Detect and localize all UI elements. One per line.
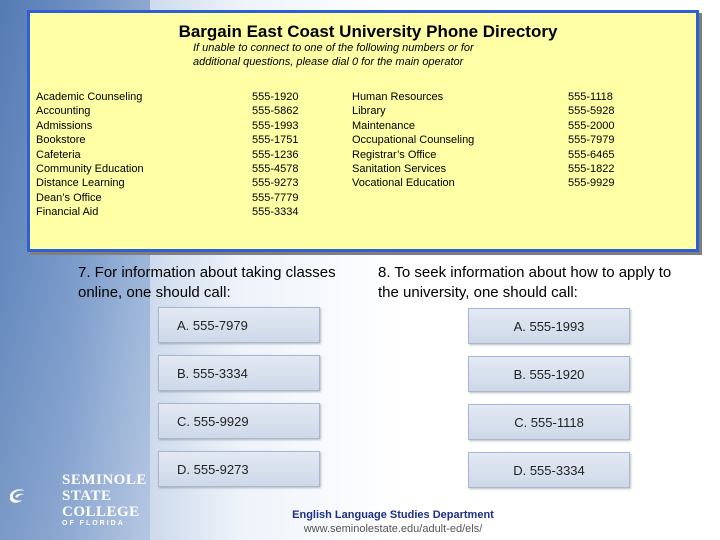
phone-number: 555-9273	[252, 177, 299, 190]
phone-number: 555-1920	[252, 91, 299, 103]
phone-number: 555-1751	[252, 134, 299, 147]
footer-url-link[interactable]: www.seminolestate.edu/adult-ed/els/	[303, 523, 483, 535]
phone-number: 555-1993	[252, 119, 299, 132]
left-department-list	[36, 90, 144, 220]
department-name: Distance Learning	[36, 177, 125, 190]
q8-answer-c-button[interactable]: C. 555-1118	[468, 404, 630, 440]
left-number-list	[252, 90, 299, 220]
department-name: Human Resources	[352, 91, 444, 103]
department-name: Financial Aid	[36, 206, 99, 219]
right-number-list	[568, 90, 615, 191]
department-name: Vocational Education	[352, 177, 455, 190]
phone-directory-panel	[27, 10, 699, 252]
logo-line-2: STATE	[62, 488, 112, 504]
question-7-text: 7. For information about taking classes online, one should call:	[78, 264, 336, 301]
footer-department: English Language Studies Department	[292, 509, 494, 521]
department-name: Accounting	[36, 105, 91, 118]
q7-answer-b-button[interactable]: B. 555-3334	[158, 355, 320, 391]
phone-number: 555-7979	[568, 134, 615, 147]
logo-line-1: SEMINOLE	[62, 472, 147, 488]
phone-number: 555-5928	[568, 105, 615, 118]
phone-number: 555-5862	[252, 105, 299, 118]
directory-title: Bargain East Coast University Phone Directory	[178, 22, 558, 41]
q7-answer-c-button[interactable]: C. 555-9929	[158, 403, 320, 439]
logo-subtitle: OF FLORIDA	[62, 520, 125, 527]
phone-number: 555-1236	[252, 148, 299, 161]
department-name: Dean’s Office	[36, 191, 102, 204]
q8-answer-d-button[interactable]: D. 555-3334	[468, 452, 630, 488]
directory-subtitle	[193, 41, 593, 69]
q8-answer-a-button[interactable]: A. 555-1993	[468, 308, 630, 344]
department-name: Maintenance	[352, 119, 415, 132]
department-name: Registrar’s Office	[352, 148, 437, 161]
department-name: Bookstore	[36, 134, 86, 147]
department-name: Community Education	[36, 163, 144, 176]
directory-subtitle-line-2: additional questions, please dial 0 for the main operator	[193, 56, 464, 68]
department-name: Library	[352, 105, 386, 118]
q7-answer-d-button[interactable]: D. 555-9273	[158, 451, 320, 487]
phone-number: 555-1822	[568, 163, 615, 176]
phone-number: 555-2000	[568, 119, 615, 132]
question-8-text: 8. To seek information about how to apply to the university, one should call:	[378, 264, 672, 301]
phone-number: 555-9929	[568, 177, 615, 190]
department-name: Admissions	[36, 119, 93, 132]
department-name: Sanitation Services	[352, 163, 447, 176]
department-name: Occupational Counseling	[352, 134, 475, 147]
phone-number: 555-6465	[568, 148, 615, 161]
department-name: Academic Counseling	[36, 91, 143, 103]
directory-subtitle-line-1: If unable to connect to one of the following numbers or for	[193, 42, 474, 54]
right-department-list	[352, 90, 474, 191]
logo-line-3: COLLEGE	[62, 504, 140, 520]
q8-answer-b-button[interactable]: B. 555-1920	[468, 356, 630, 392]
phone-number: 555-7779	[252, 191, 299, 204]
phone-number: 555-4578	[252, 163, 299, 176]
department-name: Cafeteria	[36, 148, 81, 161]
q7-answer-a-button[interactable]: A. 555-7979	[158, 307, 320, 343]
phone-number: 555-3334	[252, 206, 299, 219]
phone-number: 555-1118	[568, 91, 613, 103]
